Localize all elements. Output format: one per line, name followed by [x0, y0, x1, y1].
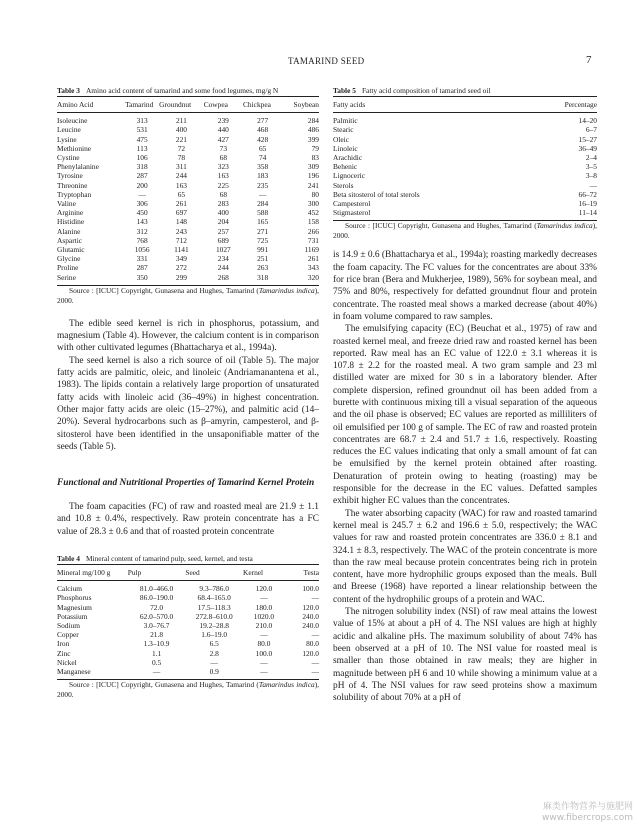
col-header-fatty-acids: Fatty acids: [333, 97, 518, 113]
value-cell: 240.0: [302, 611, 319, 621]
value-cell: 239: [217, 116, 229, 126]
table-3-caption: [57, 86, 319, 96]
section-heading: Functional and Nutritional Properties of Tamarind Kernel Protein: [57, 478, 315, 489]
watermark-line-1: 麻类作物营养与施肥网: [542, 802, 633, 812]
value-cell: 80: [311, 189, 319, 199]
value-cell: 19.2–28.8: [199, 621, 229, 631]
value-cell: 991: [257, 245, 269, 255]
table-4-label: Table 4: [57, 554, 80, 564]
value-cell: 81.0–466.0: [139, 584, 174, 594]
value-cell: 1056: [134, 245, 150, 255]
value-cell: 697: [175, 208, 187, 218]
table-row: [333, 190, 597, 199]
row-label-cell: Cystine: [57, 153, 80, 163]
table-row: [57, 649, 319, 658]
left-paragraph-2: The seed kernel is also a rich source of oil (Table 5). The major fatty acids are palmitic, oleic, and linoleic (Andriamanantena et al., 1983). The lipids contain a relatively large proportion of unsaturated fatty acids with linoleic acid (36–49%) in highest concentration. Other major fatty acids are oleic (15–27%), and palmitic acid (14–20%). Several hydrocarbons such as β–amyrin, campesterol, and β-sitosterol have been identified in the unsaponifiable matter of the seeds (Table 5).: [57, 355, 319, 452]
value-cell: 163: [217, 171, 229, 181]
value-cell: 165: [257, 217, 269, 227]
value-cell: 241: [307, 180, 319, 190]
value-cell: —: [243, 667, 285, 680]
value-cell: 318: [136, 162, 148, 172]
table-5-body: [333, 113, 597, 221]
row-label-cell: Glutamic: [57, 245, 85, 255]
value-cell: 3–8: [585, 171, 597, 181]
row-label-cell: Sterols: [333, 180, 354, 190]
row-label-cell: Histidine: [57, 217, 85, 227]
source-prefix: Source : [ICUC] Copyright, Gunasena and Hughes, Tamarind (: [69, 285, 259, 295]
source-suffix: ), 2000.: [57, 285, 319, 305]
table-3-header-row: [57, 97, 319, 113]
table-row: [57, 171, 319, 180]
value-cell: 768: [136, 235, 148, 245]
table-4-header-row: [57, 565, 319, 581]
value-cell: 343: [307, 263, 319, 273]
table-row: [57, 113, 319, 126]
value-cell: 266: [307, 226, 319, 236]
table-5: [333, 86, 597, 241]
value-cell: 78: [177, 153, 186, 163]
value-cell: 3.0–76.7: [143, 621, 170, 631]
value-cell: 183: [257, 171, 269, 181]
left-column: [57, 86, 319, 700]
value-cell: 196: [307, 171, 319, 181]
left-paragraph-1: The edible seed kernel is rich in phosphorus, potassium, and magnesium (Table 4). However, the calcium content is in comparison with other cultivated legumes (Bhattacharya et al., 1994a).: [57, 318, 319, 354]
value-cell: 100.0: [302, 584, 319, 594]
value-cell: 531: [136, 125, 148, 135]
value-cell: 148: [175, 217, 187, 227]
table-4-caption: [57, 554, 319, 564]
row-label-cell: Palmitic: [333, 116, 358, 126]
col-header-percentage: Percentage: [518, 97, 597, 113]
row-label-cell: Linoleic: [333, 143, 358, 153]
value-cell: 312: [136, 226, 148, 236]
table-row: [333, 199, 597, 208]
value-cell: 204: [217, 217, 229, 227]
value-cell: 588: [257, 208, 269, 218]
value-cell: 277: [257, 116, 269, 126]
value-cell: —: [311, 657, 319, 667]
value-cell: 0.9: [185, 667, 243, 680]
table-5-label: Table 5: [333, 86, 356, 95]
col-header-tamarind: Tamarind: [125, 97, 159, 113]
table-row: [333, 144, 597, 153]
row-label-cell: Beta sitosterol of total sterols: [333, 189, 420, 199]
value-cell: 272: [175, 263, 187, 273]
table-5-source: [333, 221, 597, 241]
value-cell: 320: [282, 273, 319, 286]
value-cell: 287: [136, 171, 148, 181]
value-cell: 106: [136, 153, 148, 163]
value-cell: 475: [136, 134, 148, 144]
value-cell: —: [128, 667, 186, 680]
col-header-testa: Testa: [285, 565, 319, 581]
running-header: [0, 56, 639, 70]
value-cell: 36–49: [578, 143, 597, 153]
col-header-cowpea: Cowpea: [204, 97, 243, 113]
value-cell: 731: [307, 235, 319, 245]
table-5-header-row: [333, 97, 597, 113]
table-row: [57, 236, 319, 245]
table-row: [57, 667, 319, 680]
row-label-cell: Phenylalanine: [57, 162, 99, 172]
value-cell: 400: [175, 125, 187, 135]
row-label-cell: Glycine: [57, 254, 81, 264]
value-cell: 68: [219, 189, 228, 199]
page-number: 7: [586, 54, 592, 66]
table-row: [57, 263, 319, 272]
value-cell: 311: [176, 162, 187, 172]
table-row: [57, 658, 319, 667]
value-cell: 120.0: [302, 602, 319, 612]
table-3-label: Table 3: [57, 86, 80, 95]
col-header-seed: Seed: [185, 565, 243, 581]
value-cell: 318: [243, 273, 282, 286]
value-cell: 251: [257, 254, 269, 264]
col-header-groundnut: Groundnut: [159, 97, 204, 113]
value-cell: 158: [307, 217, 319, 227]
table-row: [57, 621, 319, 630]
value-cell: 323: [217, 162, 229, 172]
value-cell: 68: [219, 153, 228, 163]
value-cell: 3–5: [585, 162, 597, 172]
value-cell: 1.6–19.0: [201, 630, 228, 640]
right-paragraph-4: The nitrogen solubility index (NSI) of raw meal attains the lowest value of 15% at about a pH of 4. The NSI values are high at highly acidic and alkaline pHs. The maximum solubility of about 74% has been observed at a pH of 10. The NSI value for roasted meal is smaller than those obtained in raw meals; they are higher in magnitude between pH 6 and 10 while showing a minimum value at a pH of 4. The NSI values for raw seed proteins show a maximum solubility of about 70% at a pH of: [333, 607, 597, 704]
value-cell: 240.0: [302, 621, 319, 631]
value-cell: 350: [125, 273, 159, 286]
table-4-body: [57, 581, 319, 680]
value-cell: 120.0: [255, 584, 273, 594]
table-row: [57, 208, 319, 217]
table-row: [333, 162, 597, 171]
value-cell: 65: [177, 189, 186, 199]
table-4: [57, 554, 319, 700]
amino-acid-table: [57, 96, 319, 286]
row-label-cell: Aspartic: [57, 235, 83, 245]
table-row: [57, 190, 319, 199]
table-row: [57, 639, 319, 648]
row-label-cell: Serine: [57, 273, 125, 286]
row-label-cell: Tryptophan: [57, 189, 92, 199]
right-paragraph-3: The water absorbing capacity (WAC) for raw and roasted tamarind kernel meal is 245.7 ± 6.2 and 196.6 ± 5.0, respectively; the WAC values for raw and roasted protein concentrates are 336.0 ± 8.1 and 324.1 ± 8.3, respectively. The WAC of the protein concentrate is more than the raw meal because protein concentrates being rich in protein content, have more hydrophilic groups exposed than the meals. Bull and Breese (1968) have reported a linear relationship between the content of the hydrophilic groups of a protein and WAC.: [333, 508, 597, 605]
table-row: [57, 630, 319, 639]
value-cell: 452: [307, 208, 319, 218]
table-row: [333, 153, 597, 162]
value-cell: 261: [307, 254, 319, 264]
col-header-mineral: Mineral mg/100 g: [57, 565, 128, 581]
right-column: [333, 86, 597, 704]
table-row: [333, 181, 597, 190]
mineral-table: [57, 564, 319, 680]
value-cell: 725: [257, 235, 269, 245]
table-3-source: [57, 286, 319, 306]
value-cell: 113: [136, 143, 148, 153]
row-label-cell: Alanine: [57, 226, 81, 236]
value-cell: 163: [175, 180, 187, 190]
value-cell: 428: [257, 134, 269, 144]
value-cell: 74: [258, 153, 267, 163]
value-cell: 180.0: [255, 602, 273, 612]
value-cell: 283: [217, 199, 229, 209]
row-label-cell: Manganese: [57, 667, 128, 680]
value-cell: 200: [136, 180, 148, 190]
value-cell: 66–72: [578, 189, 597, 199]
value-cell: —: [210, 657, 218, 667]
table-4-title: Mineral content of tamarind pulp, seed, kernel, and testa: [85, 554, 253, 564]
right-paragraph-1: is 14.9 ± 0.6 (Bhattacharya et al., 1994a); roasting markedly decreases the foam capacity. The FC values for the concentrates are about 33% for rice bran (Bera and Mukherjee, 1989), 56% for soybean meal, and 75% and 80%, respectively for defatted groundnut flour and protein concentrate. The roasted meal shows a marked decrease (about 40%) in foam volume compared to raw samples.: [333, 250, 597, 322]
table-row: [57, 612, 319, 621]
row-label-cell: Isoleucine: [57, 116, 88, 126]
value-cell: 468: [257, 125, 269, 135]
value-cell: 268: [204, 273, 243, 286]
value-cell: 1027: [215, 245, 231, 255]
value-cell: —: [138, 189, 146, 199]
value-cell: —: [311, 630, 319, 640]
value-cell: 16–19: [578, 199, 597, 209]
col-header-soybean: Soybean: [282, 97, 319, 113]
table-row: [57, 254, 319, 263]
value-cell: 80.0: [257, 639, 271, 649]
value-cell: 313: [136, 116, 148, 126]
value-cell: 15–27: [578, 134, 597, 144]
value-cell: 100.0: [255, 648, 273, 658]
col-header-kernel: Kernel: [243, 565, 285, 581]
value-cell: —: [285, 667, 319, 680]
value-cell: 221: [175, 134, 187, 144]
value-cell: 427: [217, 134, 229, 144]
value-cell: 14–20: [578, 116, 597, 126]
value-cell: 1169: [304, 245, 319, 255]
table-row: [57, 593, 319, 602]
value-cell: 261: [175, 199, 187, 209]
row-label-cell: Valine: [57, 199, 76, 209]
value-cell: 358: [257, 162, 269, 172]
source-prefix: Source : [ICUC] Copyright, Gunasena and Hughes, Tamarind (: [345, 221, 537, 231]
row-label-cell: Potassium: [57, 611, 88, 621]
value-cell: 235: [257, 180, 269, 190]
value-cell: 73: [219, 143, 228, 153]
value-cell: 689: [217, 235, 229, 245]
value-cell: 306: [136, 199, 148, 209]
value-cell: 68.4–165.0: [197, 593, 231, 603]
value-cell: 1141: [174, 245, 189, 255]
value-cell: 79: [311, 143, 319, 153]
row-label-cell: Lignoceric: [333, 171, 366, 181]
row-label-cell: Tyrosine: [57, 171, 83, 181]
right-paragraph-2: The emulsifying capacity (EC) (Beuchat et al., 1975) of raw and roasted kernel meal, and freeze dried raw and roasted kernel has been reported. Raw meal has an EC value of 122.0 ± 3.1 whereas it is 107.8 ± 2.2 for the roasted meal. A two gram sample and 23 ml distilled water are mixed for 30 s in a laboratory blender. After complete dispersion, refined groundnut oil has been added from a burette with continuous mixing till a visual separation of the aqueous and the oil phase is observed; EC values are reported as milliliters of oil emulsified per 100 g of sample. The EC of raw and roasted protein concentrates are 68.7 ± 2.4 and 51.7 ± 1.6, respectively. Roasting reduces the EC values indicating that only a small amount of fat can be emulsified by the kernel protein obtained after roasting. Denaturation of protein owing to heating (roasting) may be responsible for the decrease in the EC values. Defatted samples exhibit higher EC values than the concentrates.: [333, 324, 597, 507]
table-row: [57, 144, 319, 153]
table-row: [57, 581, 319, 594]
value-cell: 309: [307, 162, 319, 172]
table-3-body: [57, 113, 319, 286]
table-3: [57, 86, 319, 306]
value-cell: 257: [217, 226, 229, 236]
table-row: [57, 603, 319, 612]
value-cell: 1.3–10.9: [143, 639, 170, 649]
row-label-cell: Nickel: [57, 657, 77, 667]
table-row: [57, 199, 319, 208]
source-prefix: Source : [ICUC] Copyright, Gunasena and Hughes, Tamarind (: [69, 680, 259, 690]
value-cell: 272.8–610.0: [195, 611, 233, 621]
value-cell: 234: [217, 254, 229, 264]
value-cell: 300: [307, 199, 319, 209]
value-cell: 263: [257, 263, 269, 273]
table-row: [57, 217, 319, 226]
value-cell: 2–4: [585, 153, 597, 163]
table-row: [333, 171, 597, 180]
table-row: [57, 162, 319, 171]
table-3-title: Amino acid content of tamarind and some food legumes, mg/g N: [85, 86, 279, 95]
value-cell: 211: [176, 116, 187, 126]
value-cell: 400: [217, 208, 229, 218]
value-cell: 225: [217, 180, 229, 190]
value-cell: —: [589, 180, 597, 190]
value-cell: 83: [311, 153, 319, 163]
table-row: [57, 227, 319, 236]
row-label-cell: Iron: [57, 639, 70, 649]
table-row: [57, 181, 319, 190]
watermark-line-2: www.fibercrops.com: [542, 813, 633, 823]
source-italic: Tamarindus indica: [258, 680, 315, 690]
value-cell: 210.0: [255, 621, 273, 631]
row-label-cell: Stigmasterol: [333, 208, 518, 221]
value-cell: 284: [307, 116, 319, 126]
value-cell: 299: [159, 273, 204, 286]
value-cell: 243: [175, 226, 187, 236]
value-cell: 6–7: [585, 125, 597, 135]
value-cell: 331: [136, 254, 148, 264]
value-cell: —: [260, 630, 268, 640]
value-cell: 450: [136, 208, 148, 218]
value-cell: 1.1: [151, 648, 162, 658]
value-cell: 2.8: [209, 648, 219, 658]
value-cell: 399: [307, 134, 319, 144]
row-label-cell: Arginine: [57, 208, 84, 218]
col-header-amino-acid: Amino Acid: [57, 97, 125, 113]
row-label-cell: Oleic: [333, 134, 350, 144]
value-cell: —: [260, 593, 268, 603]
row-label-cell: Zinc: [57, 648, 71, 658]
table-row: [57, 153, 319, 162]
row-label-cell: Sodium: [57, 621, 80, 631]
value-cell: 271: [257, 226, 269, 236]
table-5-title: Fatty acid composition of tamarind seed oil: [361, 86, 491, 95]
row-label-cell: Threonine: [57, 180, 88, 190]
value-cell: 284: [257, 199, 269, 209]
table-row: [333, 113, 597, 126]
row-label-cell: Methionine: [57, 143, 92, 153]
table-4-source: [57, 680, 319, 700]
row-label-cell: Calcium: [57, 584, 83, 594]
value-cell: 1020.0: [253, 611, 275, 621]
row-label-cell: Arachidic: [333, 153, 363, 163]
value-cell: 17.5–118.3: [197, 602, 231, 612]
source-suffix: ), 2000.: [333, 221, 597, 241]
col-header-chickpea: Chickpea: [243, 97, 282, 113]
value-cell: 712: [175, 235, 187, 245]
value-cell: 9.3–786.0: [199, 584, 229, 594]
table-row: [333, 135, 597, 144]
left-paragraph-3: The foam capacities (FC) of raw and roasted meal are 21.9 ± 1.1 and 10.8 ± 0.4%, respectively. Raw protein concentrate has a FC value of 28.3 ± 0.6 and that of roasted protein concentrate: [57, 502, 319, 537]
watermark: [542, 802, 633, 824]
value-cell: 6.5: [209, 639, 219, 649]
value-cell: 21.8: [150, 630, 164, 640]
value-cell: 143: [136, 217, 148, 227]
table-row: [57, 125, 319, 134]
value-cell: —: [260, 657, 268, 667]
value-cell: 72.0: [150, 602, 164, 612]
row-label-cell: Stearic: [333, 125, 354, 135]
value-cell: 72: [177, 143, 186, 153]
value-cell: 86.0–190.0: [139, 593, 174, 603]
table-row: [333, 208, 597, 221]
value-cell: 440: [217, 125, 229, 135]
table-5-caption: [333, 86, 597, 96]
row-label-cell: Copper: [57, 630, 79, 640]
value-cell: —: [311, 593, 319, 603]
value-cell: 244: [175, 171, 187, 181]
table-row: [333, 125, 597, 134]
col-header-pulp: Pulp: [128, 565, 186, 581]
row-label-cell: Magnesium: [57, 602, 92, 612]
row-label-cell: Lysine: [57, 134, 77, 144]
value-cell: 80.0: [306, 639, 319, 649]
table-row: [57, 135, 319, 144]
fatty-acid-table: [333, 96, 597, 221]
table-row: [57, 245, 319, 254]
row-label-cell: Leucine: [57, 125, 81, 135]
source-italic: Tamarindus indica: [258, 285, 315, 295]
value-cell: 65: [258, 143, 267, 153]
value-cell: 0.5: [151, 657, 162, 667]
table-row: [57, 273, 319, 286]
value-cell: 244: [217, 263, 229, 273]
value-cell: 287: [136, 263, 148, 273]
value-cell: 486: [307, 125, 319, 135]
row-label-cell: Phosphorus: [57, 593, 92, 603]
value-cell: 62.0–570.0: [139, 611, 174, 621]
source-italic: Tamarindus indica: [536, 221, 593, 231]
value-cell: 349: [175, 254, 187, 264]
running-title: TAMARIND SEED: [288, 56, 365, 66]
row-label-cell: Behenic: [333, 162, 358, 172]
value-cell: 120.0: [302, 648, 319, 658]
value-cell: —: [258, 189, 267, 199]
row-label-cell: Proline: [57, 263, 79, 273]
source-suffix: ), 2000.: [57, 680, 319, 700]
value-cell: 11–14: [518, 208, 597, 221]
row-label-cell: Campesterol: [333, 199, 371, 209]
